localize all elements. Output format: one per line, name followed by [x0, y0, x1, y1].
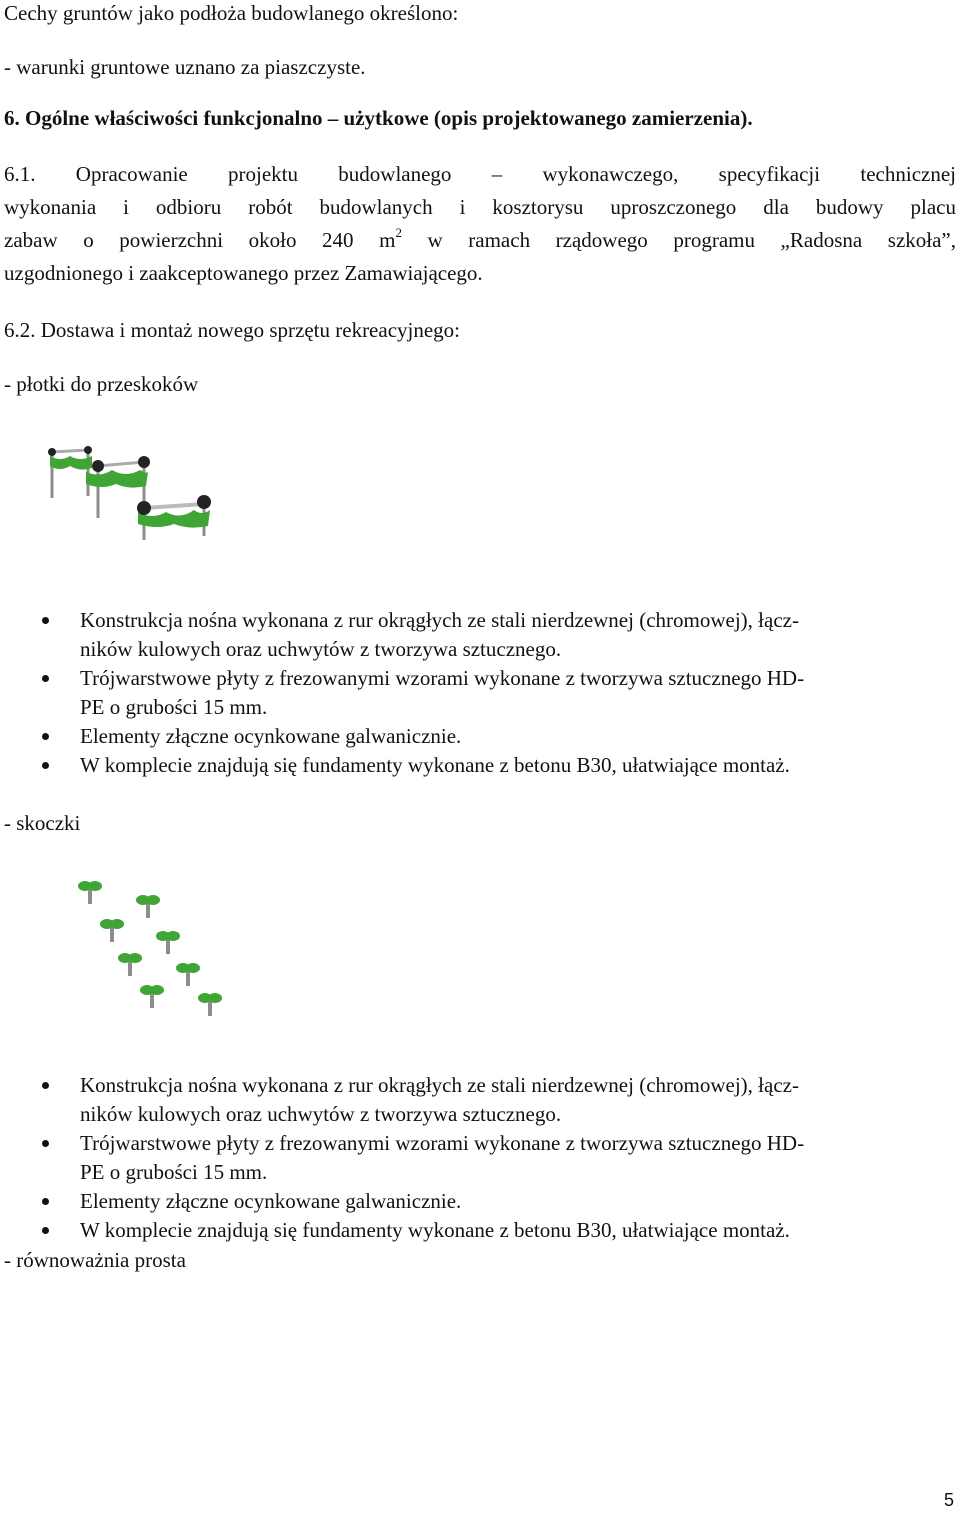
hurdles-illustration: [40, 438, 230, 548]
bullet-icon: [42, 762, 49, 769]
list-item: [0, 722, 950, 751]
list-item: [0, 1129, 950, 1187]
list-item-text: Elementy złączne ocynkowane galwanicznie.: [80, 724, 462, 748]
bullet-icon: [42, 733, 49, 740]
hurdle-back: [48, 446, 92, 498]
jumper-post: [118, 953, 142, 976]
paragraph-text: w ramach rządowego programu „Radosna szkoła”,: [401, 228, 956, 252]
list-item-text: PE o grubości 15 mm.: [80, 695, 268, 719]
jumper-post: [136, 895, 160, 918]
soil-conditions: - warunki gruntowe uznano za piaszczyste.: [4, 55, 366, 79]
bullet-icon: [42, 675, 49, 682]
bullet-icon: [42, 1140, 49, 1147]
page-number: 5: [943, 1490, 954, 1510]
paragraph-text: zabaw o powierzchni około 240 m: [4, 228, 396, 252]
section-6-2-heading: 6.2. Dostawa i montaż nowego sprzętu rekreacyjnego:: [4, 318, 461, 342]
list-item-text: Trójwarstwowe płyty z frezowanymi wzorami wykonane z tworzywa sztucznego HD-: [80, 1131, 805, 1155]
hurdle-front: [137, 495, 211, 540]
section-6-1-paragraph: [4, 158, 956, 290]
list-item: [0, 1071, 950, 1129]
jumper-post: [100, 919, 124, 942]
balance-beam-title: - równoważnia prosta: [4, 1248, 186, 1272]
list-item-text: ników kulowych oraz uchwytów z tworzywa sztucznego.: [80, 1102, 562, 1126]
jumper-post: [140, 985, 164, 1008]
soil-heading: Cechy gruntów jako podłoża budowlanego określono:: [4, 1, 459, 25]
hurdles-title: - płotki do przeskoków: [4, 372, 199, 396]
jumper-post: [78, 881, 102, 904]
list-item-text: Konstrukcja nośna wykonana z rur okrągłych ze stali nierdzewnej (chromowej), łącz-: [80, 608, 799, 632]
list-item-text: Trójwarstwowe płyty z frezowanymi wzorami wykonane z tworzywa sztucznego HD-: [80, 666, 805, 690]
list-item: [0, 664, 950, 722]
list-item-text: Elementy złączne ocynkowane galwanicznie.: [80, 1189, 462, 1213]
section-6-heading: 6. Ogólne właściwości funkcjonalno – użytkowe (opis projektowanego zamierzenia).: [4, 106, 753, 130]
jumper-post: [198, 993, 222, 1016]
jumpers-bullet-list: [0, 1071, 960, 1245]
superscript: 2: [395, 225, 402, 240]
jumpers-title: - skoczki: [4, 811, 81, 835]
bullet-icon: [42, 617, 49, 624]
list-item-text: W komplecie znajdują się fundamenty wykonane z betonu B30, ułatwiające montaż.: [80, 753, 790, 777]
paragraph-line: wykonania i odbioru robót budowlanych i kosztorysu uproszczonego dla budowy placu: [4, 195, 956, 219]
list-item-text: Konstrukcja nośna wykonana z rur okrągłych ze stali nierdzewnej (chromowej), łącz-: [80, 1073, 799, 1097]
paragraph-line: uzgodnionego i zaakceptowanego przez Zamawiającego.: [4, 261, 483, 285]
list-item: [0, 1187, 950, 1216]
jumper-post: [156, 931, 180, 954]
bullet-icon: [42, 1227, 49, 1234]
jumper-set: [78, 881, 222, 1016]
paragraph-line: 6.1. Opracowanie projektu budowlanego – wykonawczego, specyfikacji technicznej: [4, 162, 956, 186]
jumpers-illustration: [70, 874, 230, 1024]
list-item: [0, 606, 950, 664]
list-item-text: W komplecie znajdują się fundamenty wykonane z betonu B30, ułatwiające montaż.: [80, 1218, 790, 1242]
jumper-post: [176, 963, 200, 986]
hurdles-bullet-list: [0, 606, 960, 780]
list-item-text: ników kulowych oraz uchwytów z tworzywa sztucznego.: [80, 637, 562, 661]
paragraph-line: [4, 224, 956, 257]
bullet-icon: [42, 1082, 49, 1089]
list-item: [0, 751, 950, 780]
bullet-icon: [42, 1198, 49, 1205]
list-item: [0, 1216, 950, 1245]
list-item-text: PE o grubości 15 mm.: [80, 1160, 268, 1184]
